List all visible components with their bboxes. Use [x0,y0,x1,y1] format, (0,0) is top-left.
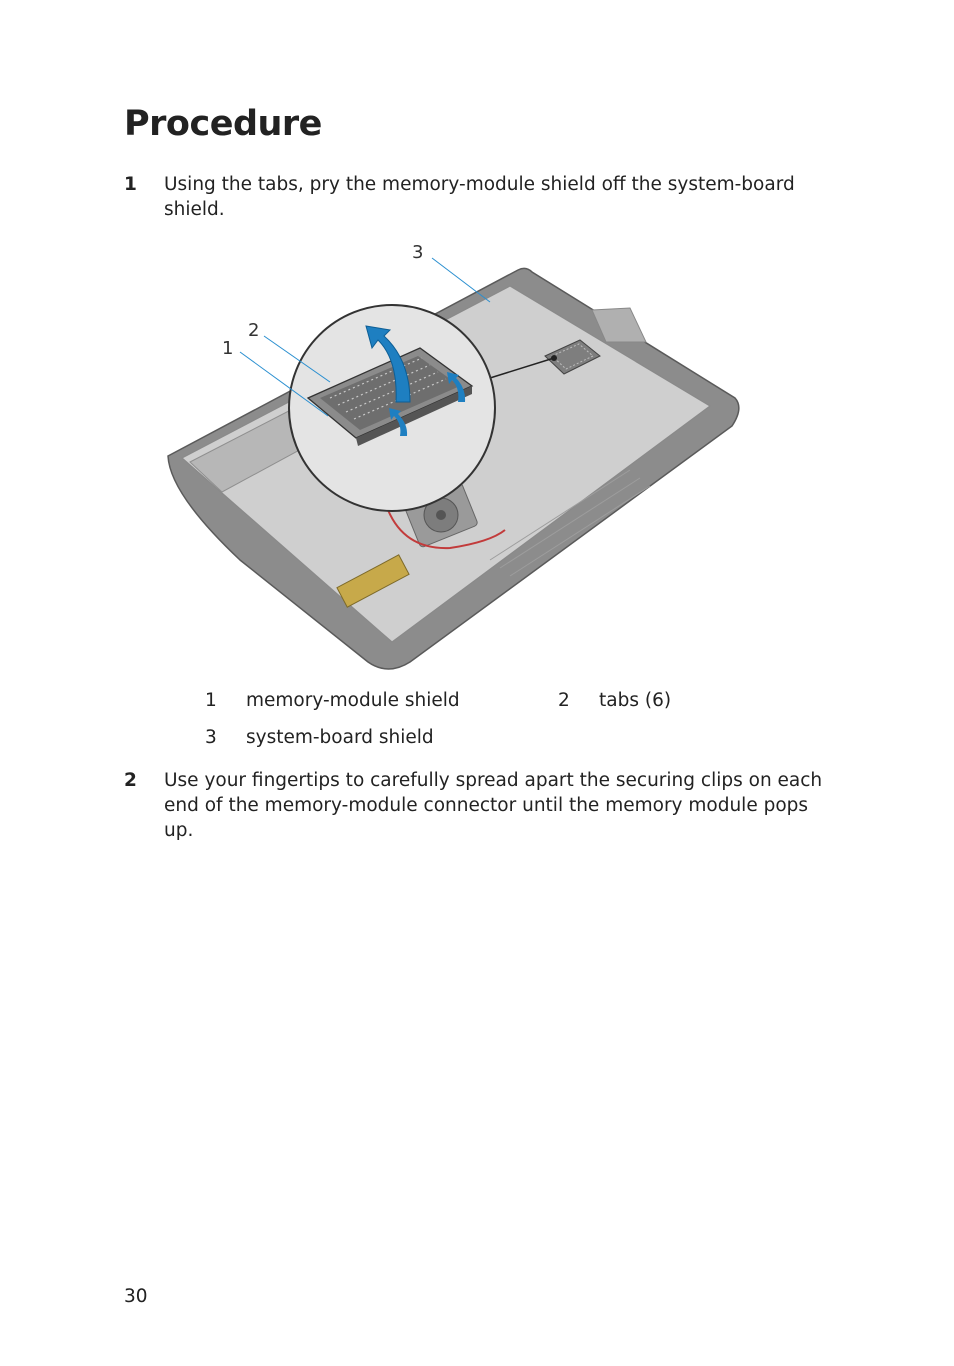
step-text: Use your fingertips to carefully spread apart the securing clips on each end of the memory-module connector until the memory module pops up. [164,770,823,841]
callout-number-2: 2 [248,320,260,341]
legend-label: system-board shield [246,727,434,748]
page-number: 30 [124,1286,148,1307]
step-text: Using the tabs, pry the memory-module shield off the system-board shield. [164,174,795,220]
legend-number: 2 [558,690,570,711]
zoom-anchor-dot [551,355,557,361]
legend-label: tabs (6) [599,690,672,711]
callout-number-3: 3 [412,242,424,263]
legend-label: memory-module shield [246,690,460,711]
legend-number: 1 [205,690,217,711]
page-title: Procedure [124,104,322,144]
step-number: 2 [124,770,137,791]
callout-line-3 [432,258,490,302]
step-number: 1 [124,174,137,195]
memory-module-shield-illustration [160,230,750,680]
callout-number-1: 1 [222,338,234,359]
legend-number: 3 [205,727,217,748]
